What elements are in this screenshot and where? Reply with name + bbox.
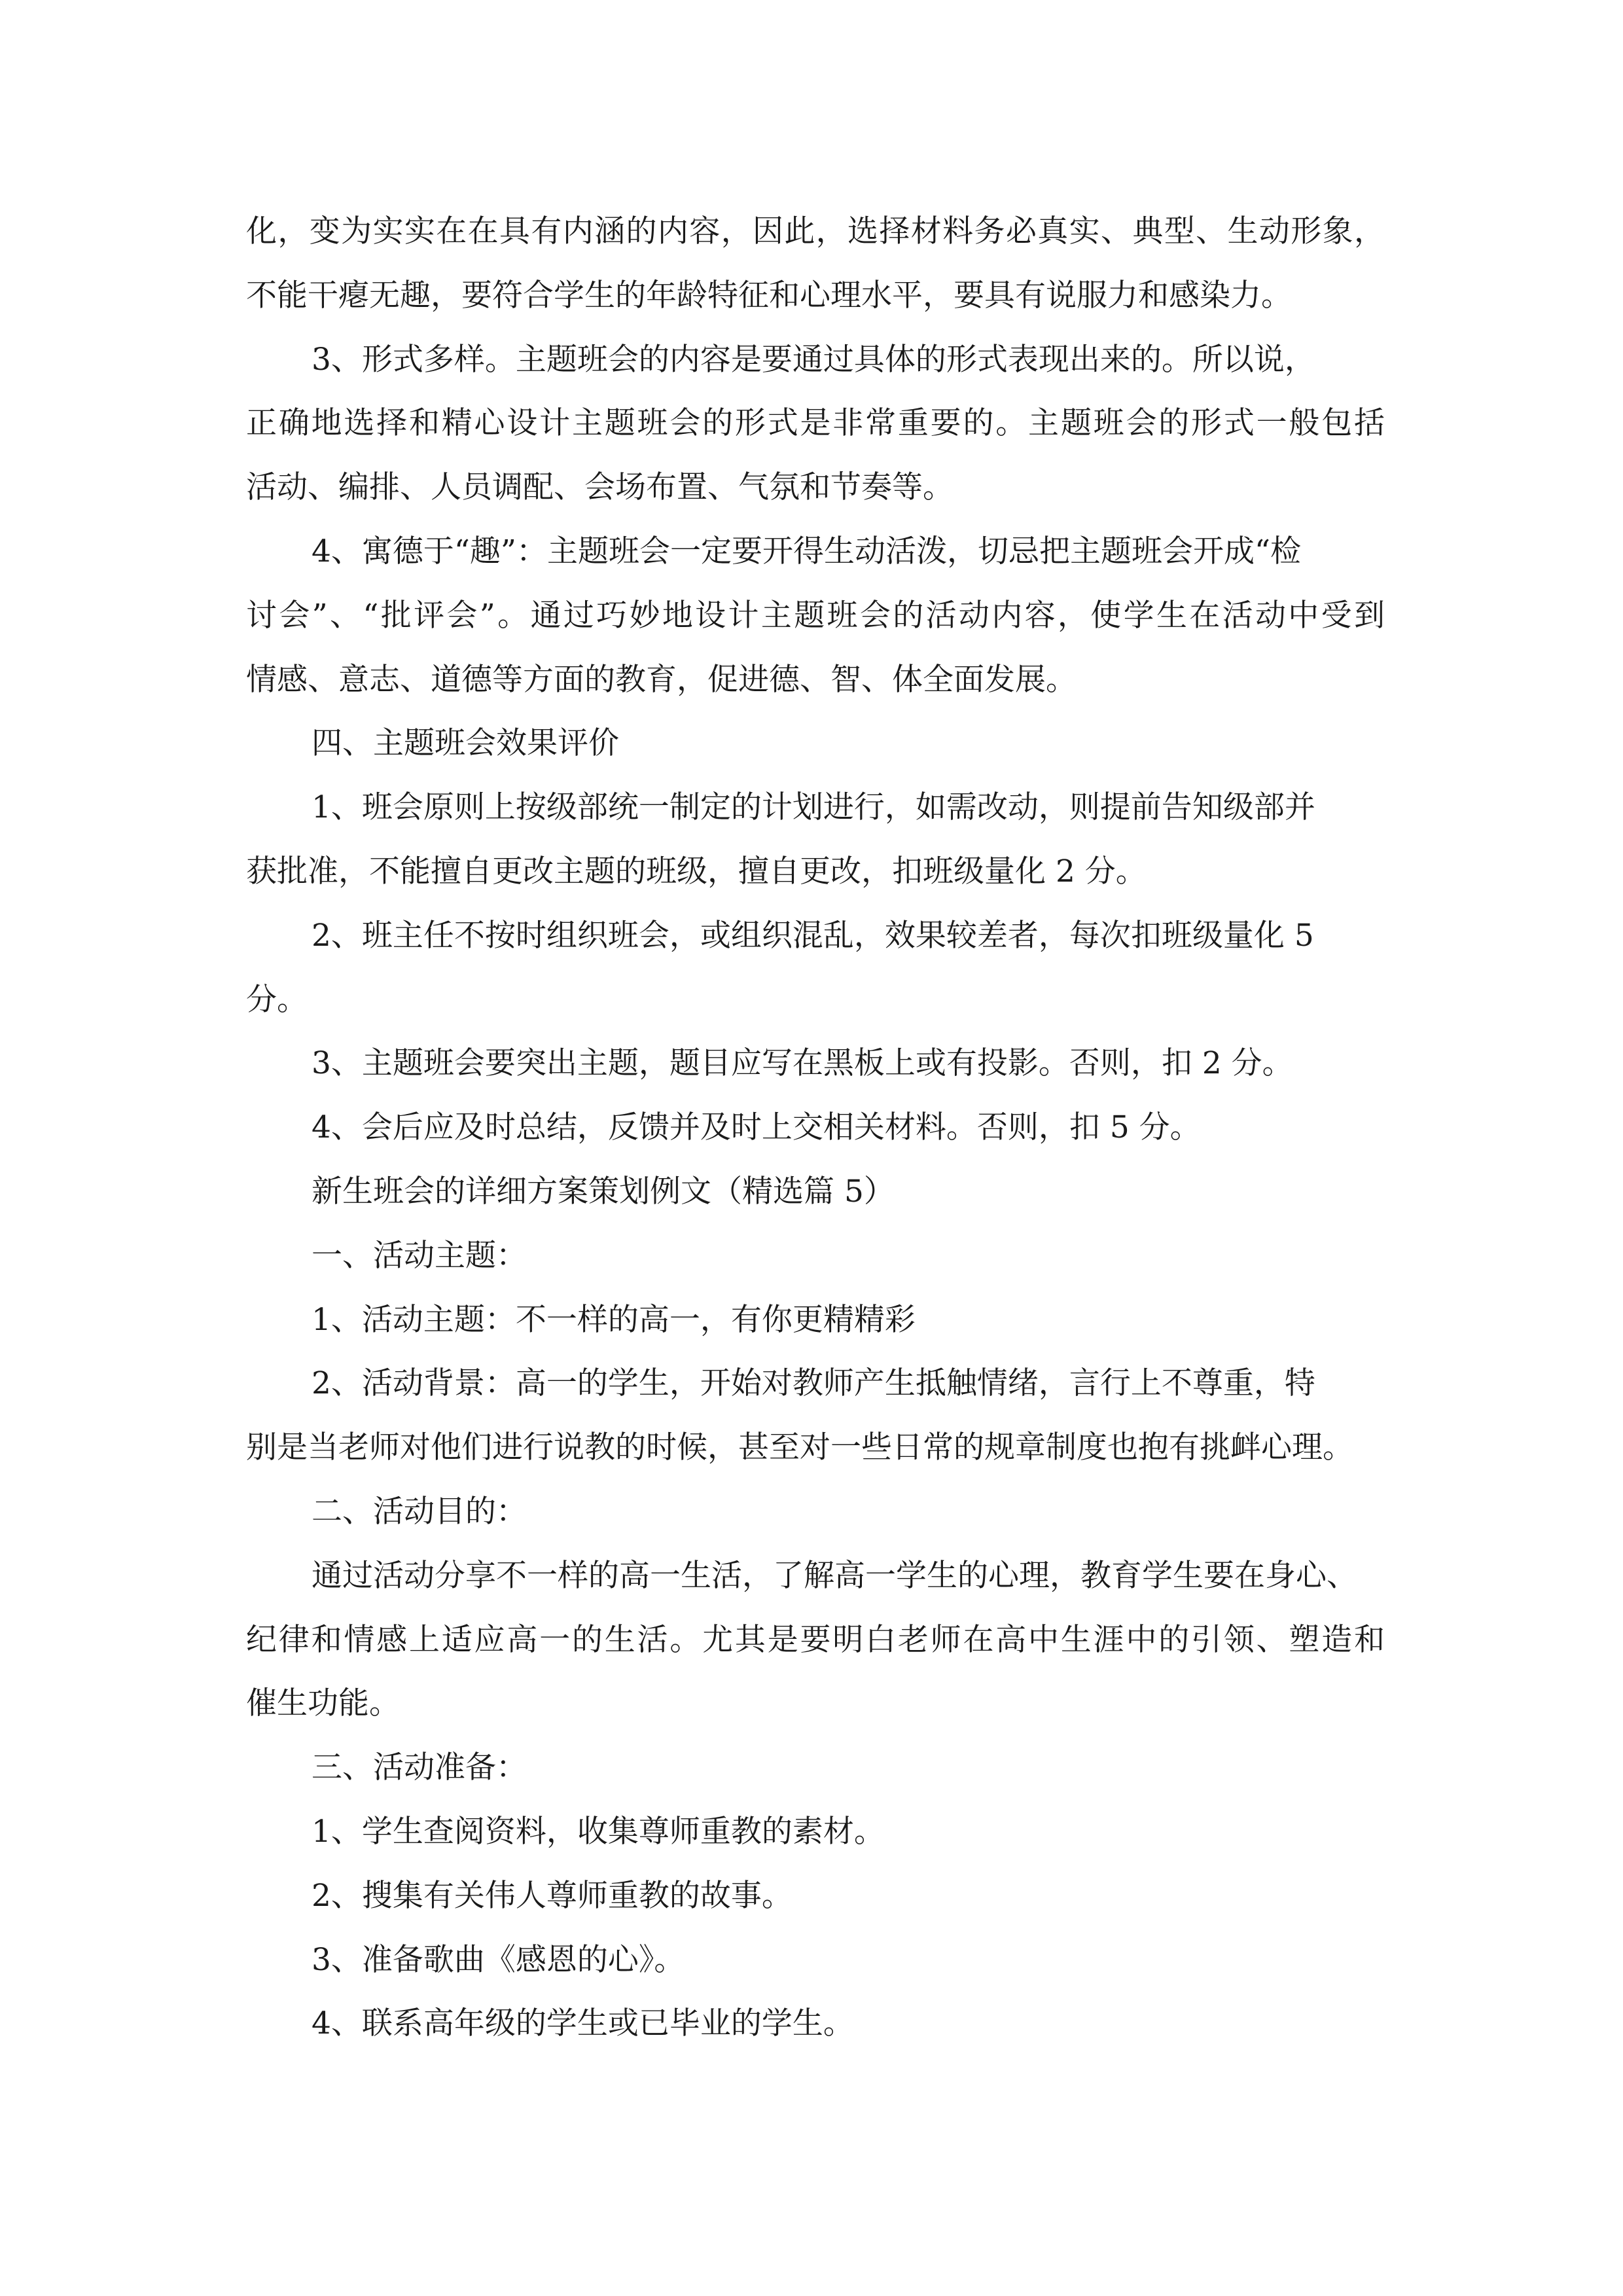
paragraph-line: 别是当老师对他们进行说教的时候，甚至对一些日常的规章制度也抱有挑衅心理。 (246, 1429, 1353, 1466)
list-item: 3、准备歌曲《感恩的心》。 (312, 1941, 685, 1978)
paragraph-line: 3、形式多样。主题班会的内容是要通过具体的形式表现出来的。所以说， (312, 341, 1315, 378)
section-heading: 四、主题班会效果评价 (312, 725, 619, 762)
paragraph-line: 获批准，不能擅自更改主题的班级，擅自更改，扣班级量化 2 分。 (246, 853, 1147, 889)
section-heading: 二、活动目的： (312, 1493, 527, 1530)
paragraph-line: 讨会”、“批评会”。通过巧妙地设计主题班会的活动内容，使学生在活动中受到 (246, 597, 1385, 634)
paragraph-line: 纪律和情感上适应高一的生活。尤其是要明白老师在高中生涯中的引领、塑造和 (246, 1621, 1385, 1658)
list-item: 4、联系高年级的学生或已毕业的学生。 (312, 2005, 854, 2042)
section-heading: 一、活动主题： (312, 1237, 527, 1274)
paragraph-line: 化，变为实实在在具有内涵的内容，因此，选择材料务必真实、典型、生动形象， (246, 213, 1385, 249)
document-body (246, 200, 1385, 2056)
paragraph-line: 4、会后应及时总结，反馈并及时上交相关材料。否则，扣 5 分。 (312, 1109, 1201, 1146)
paragraph-line: 3、主题班会要突出主题，题目应写在黑板上或有投影。否则，扣 2 分。 (312, 1045, 1293, 1082)
section-heading: 三、活动准备： (312, 1749, 527, 1786)
paragraph-line: 2、活动背景：高一的学生，开始对教师产生抵触情绪，言行上不尊重，特 (312, 1365, 1315, 1402)
paragraph-line: 分。 (246, 981, 308, 1018)
list-item: 1、学生查阅资料，收集尊师重教的素材。 (312, 1813, 885, 1850)
paragraph-line: 1、活动主题：不一样的高一，有你更精精彩 (312, 1301, 916, 1338)
paragraph-line: 正确地选择和精心设计主题班会的形式是非常重要的。主题班会的形式一般包括 (246, 405, 1385, 442)
paragraph-line: 1、班会原则上按级部统一制定的计划进行，如需改动，则提前告知级部并 (312, 789, 1315, 826)
paragraph-line: 情感、意志、道德等方面的教育，促进德、智、体全面发展。 (246, 661, 1077, 698)
list-item: 2、搜集有关伟人尊师重教的故事。 (312, 1877, 793, 1914)
article-title: 新生班会的详细方案策划例文（精选篇 5） (312, 1173, 895, 1210)
paragraph-line: 4、寓德于“趣”：主题班会一定要开得生动活泼，切忌把主题班会开成“检 (312, 533, 1301, 569)
paragraph-line: 活动、编排、人员调配、会场布置、气氛和节奏等。 (246, 469, 954, 506)
paragraph-line: 不能干瘪无趣，要符合学生的年龄特征和心理水平，要具有说服力和感染力。 (246, 277, 1292, 314)
paragraph-line: 催生功能。 (246, 1685, 400, 1722)
paragraph-line: 2、班主任不按时组织班会，或组织混乱，效果较差者，每次扣班级量化 5 (312, 917, 1314, 954)
paragraph-line: 通过活动分享不一样的高一生活，了解高一学生的心理，教育学生要在身心、 (312, 1557, 1357, 1594)
